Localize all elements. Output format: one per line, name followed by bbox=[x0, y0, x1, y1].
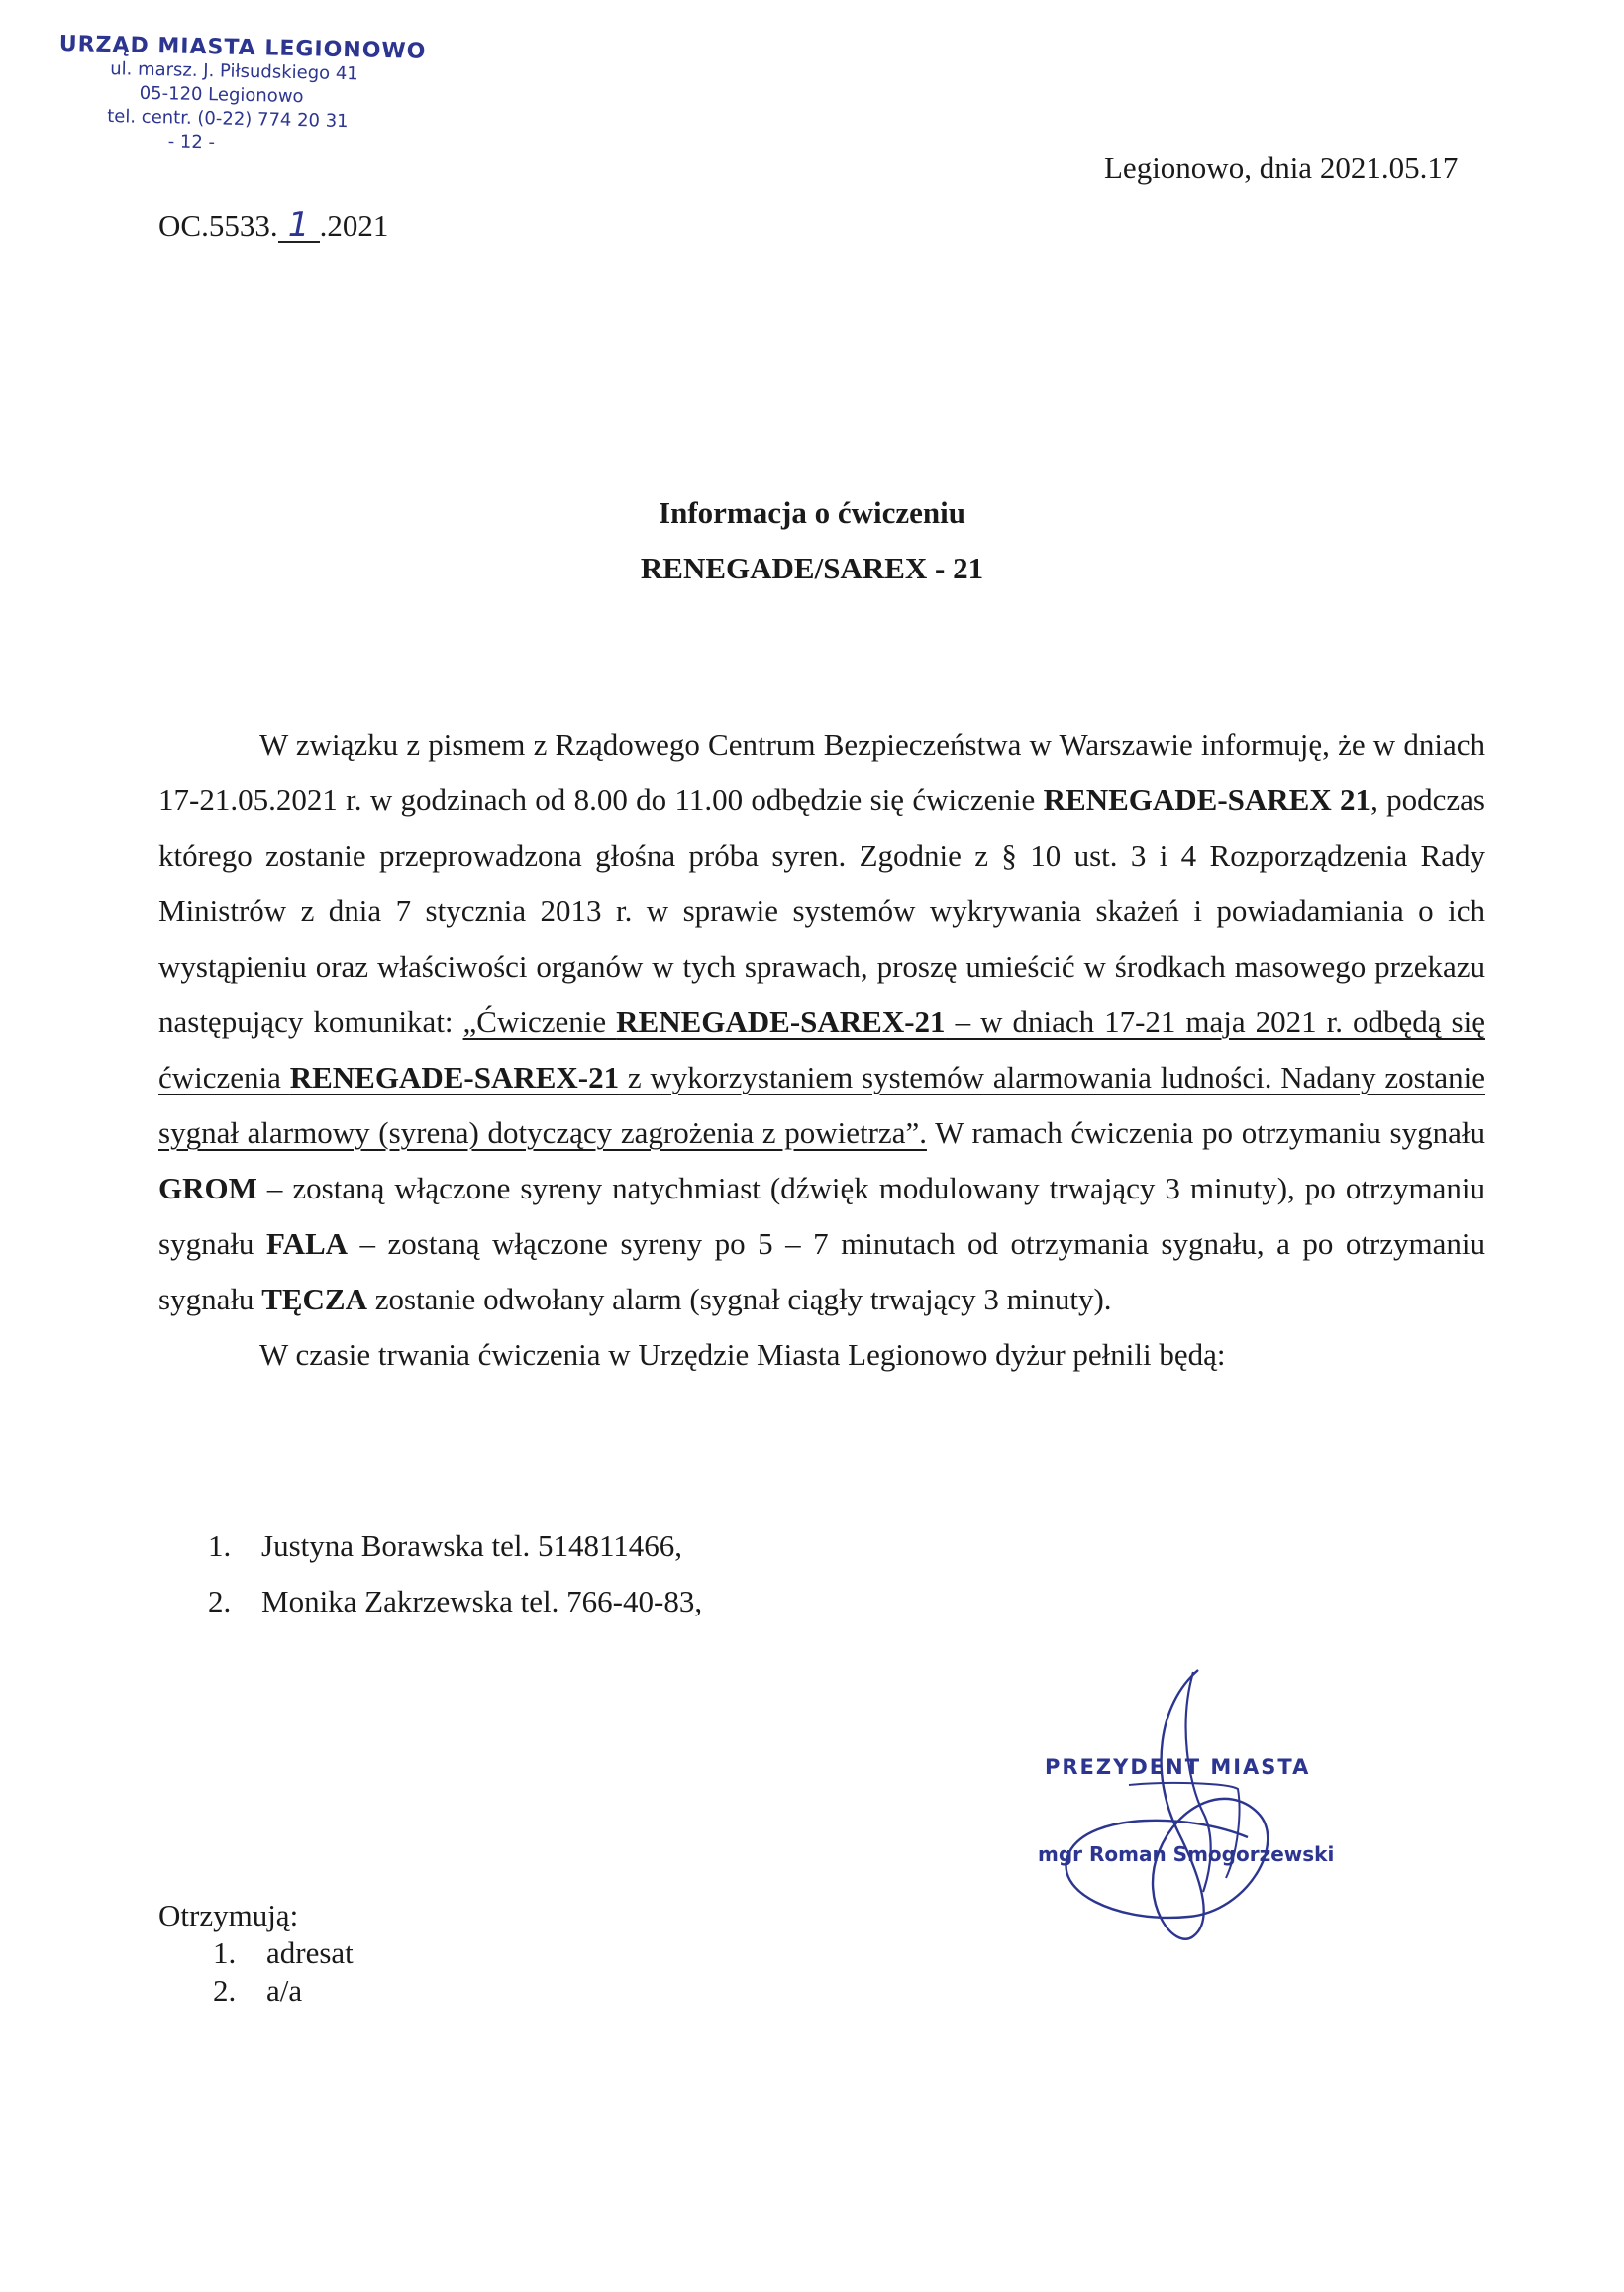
document-subtitle: RENEGADE/SAREX - 21 bbox=[640, 551, 984, 585]
body-paragraph-1 bbox=[158, 717, 1485, 1327]
signal-fala: FALA bbox=[265, 1226, 349, 1261]
signal-tecza: TĘCZA bbox=[261, 1282, 367, 1316]
stamp-office-name: URZĄD MIASTA LEGIONOWO bbox=[58, 32, 427, 64]
signal-grom: GROM bbox=[158, 1171, 257, 1205]
stamp-postal: 05-120 Legionowo bbox=[139, 82, 304, 108]
body-text-span: W związku z pismem z Rządowego Centrum Bezpieczeństwa w Warszawie informuję, że w dniach 17-21.05.2021 r. w godzinach od 8.00 do 11.00 odbędzie się ćwiczenie bbox=[158, 727, 1485, 817]
duty-list bbox=[208, 1518, 702, 1629]
quote-text: z wykorzystaniem systemów alarmowania ludności. Nadany zostanie sygnał alarmowy (syrena) dotyczący zagrożenia z powietrza”. bbox=[158, 1060, 1485, 1150]
signature-name: mgr Roman Smogorzewski bbox=[1038, 1842, 1335, 1866]
list-item-text: adresat bbox=[266, 1935, 354, 1970]
list-item-number: 2. bbox=[213, 1973, 237, 2008]
handwritten-signature bbox=[990, 1664, 1406, 1951]
list-item-text: Justyna Borawska tel. 514811466, bbox=[261, 1528, 683, 1563]
place-date: Legionowo, dnia 2021.05.17 bbox=[1104, 151, 1459, 185]
document-title: Informacja o ćwiczeniu bbox=[659, 495, 965, 530]
exercise-name: RENEGADE-SAREX-21 bbox=[289, 1060, 620, 1094]
list-item bbox=[158, 1934, 354, 1972]
list-item-number: 1. bbox=[208, 1528, 232, 1563]
body-text-span: – zostaną włączone syreny natychmiast (dźwięk modulowany trwający 3 minuty), po otrzymaniu sygnału bbox=[158, 1171, 1485, 1261]
reference-prefix: OC.5533. bbox=[158, 208, 278, 243]
body-text-span: , podczas którego zostanie przeprowadzona głośna próba syren. Zgodnie z § 10 ust. 3 i 4 Rozporządzenia Rady Ministrów z dnia 7 stycznia 2013 r. w sprawie systemów wykrywania skażeń i powiadamiania o ich wystąpieniu oraz właściwości organów w tych sprawach, proszę umieścić w środkach masowego przekazu następujący komunikat: bbox=[158, 782, 1485, 1039]
signature-title: PREZYDENT MIASTA bbox=[1045, 1755, 1311, 1779]
stamp-code: - 12 - bbox=[167, 131, 216, 154]
list-item bbox=[208, 1518, 702, 1574]
recipients-heading: Otrzymują: bbox=[158, 1898, 299, 1932]
list-item-number: 2. bbox=[208, 1584, 232, 1618]
reference-handwritten-number: 1 bbox=[278, 209, 320, 243]
quote-text: – w dniach 17-21 maja 2021 r. odbędą się ćwiczenia bbox=[158, 1004, 1485, 1094]
list-item bbox=[158, 1972, 354, 2010]
reference-number bbox=[158, 205, 389, 245]
stamp-phone: tel. centr. (0-22) 774 20 31 bbox=[106, 106, 349, 133]
list-item bbox=[208, 1574, 702, 1629]
quote-text: „Ćwiczenie bbox=[462, 1004, 617, 1039]
body-text-span: zostanie odwołany alarm (sygnał ciągły trwający 3 minuty). bbox=[367, 1282, 1112, 1316]
list-item-text: a/a bbox=[266, 1973, 303, 2008]
body-paragraph-2: W czasie trwania ćwiczenia w Urzędzie Miasta Legionowo dyżur pełnili będą: bbox=[259, 1337, 1226, 1372]
office-stamp bbox=[56, 32, 435, 159]
body-text-span: – zostaną włączone syreny po 5 – 7 minutach od otrzymania sygnału, a po otrzymaniu sygnału bbox=[158, 1226, 1486, 1316]
reference-suffix: .2021 bbox=[319, 208, 389, 243]
exercise-name: RENEGADE-SAREX 21 bbox=[1043, 782, 1371, 817]
list-item-number: 1. bbox=[213, 1935, 237, 1970]
recipients-block bbox=[158, 1897, 354, 2010]
list-item-text: Monika Zakrzewska tel. 766-40-83, bbox=[261, 1584, 703, 1618]
signature-block bbox=[990, 1664, 1406, 1951]
document-body bbox=[158, 717, 1485, 1383]
body-text-span: W ramach ćwiczenia po otrzymaniu sygnału bbox=[926, 1115, 1485, 1150]
exercise-name: RENEGADE-SAREX-21 bbox=[616, 1004, 946, 1039]
stamp-street: ul. marsz. J. Piłsudskiego 41 bbox=[110, 58, 358, 85]
